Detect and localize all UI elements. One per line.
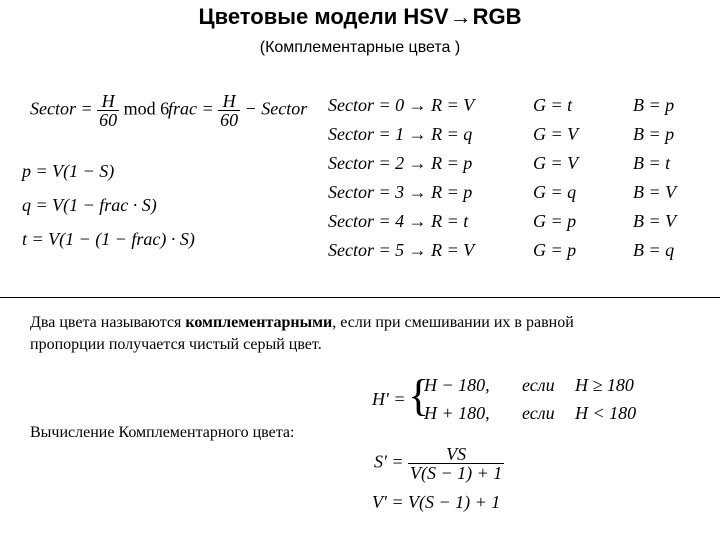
sector-g: G = V bbox=[533, 124, 579, 144]
sector-b: B = p bbox=[633, 95, 675, 115]
sector-r: Sector = 0 → R = V bbox=[328, 95, 475, 115]
sector-r: Sector = 4 → R = t bbox=[328, 211, 469, 231]
q-formula: q = V(1 − frac · S) bbox=[22, 195, 157, 215]
sector-num: H bbox=[97, 92, 119, 111]
sector-den: 60 bbox=[99, 110, 118, 130]
sector-fraction bbox=[97, 92, 119, 129]
sector-b: B = p bbox=[633, 124, 675, 144]
s-prime-fraction bbox=[408, 445, 504, 482]
sector-r: Sector = 1 → R = q bbox=[328, 124, 473, 144]
definition-text-before: Два цвета называются bbox=[30, 314, 186, 331]
sector-g: G = V bbox=[533, 153, 579, 173]
section-divider bbox=[0, 297, 720, 298]
sector-b: B = t bbox=[633, 153, 671, 173]
definition-text-after: , если при смешивании их в равной bbox=[332, 314, 574, 331]
title-right: RGB bbox=[472, 4, 522, 29]
page-title bbox=[0, 4, 720, 30]
frac-den: 60 bbox=[220, 110, 239, 130]
sector-r: Sector = 5 → R = V bbox=[328, 240, 475, 260]
sector-lhs: Sector = bbox=[30, 98, 93, 119]
h-prime-lhs: H' = bbox=[372, 389, 406, 409]
frac-rhs: − Sector bbox=[244, 98, 308, 119]
sector-g: G = q bbox=[533, 182, 577, 202]
sector-g: G = p bbox=[533, 240, 577, 260]
h-cond-2: H < 180 bbox=[575, 403, 637, 423]
sector-g: G = p bbox=[533, 211, 577, 231]
frac-fraction bbox=[218, 92, 240, 129]
s-prime-num: VS bbox=[408, 445, 504, 464]
frac-lhs: frac = bbox=[168, 98, 214, 119]
s-prime-den: V(S − 1) + 1 bbox=[410, 463, 503, 483]
complement-label: Вычисление Комплементарного цвета: bbox=[30, 424, 295, 441]
frac-num: H bbox=[218, 92, 240, 111]
sector-b: B = q bbox=[633, 240, 675, 260]
h-case-2: H + 180, bbox=[424, 403, 490, 423]
sector-formula bbox=[30, 92, 169, 129]
sector-r: Sector = 2 → R = p bbox=[328, 153, 473, 173]
h-cond-2-word: если bbox=[522, 403, 555, 423]
p-formula: p = V(1 − S) bbox=[22, 161, 115, 181]
v-prime-formula: V' = V(S − 1) + 1 bbox=[372, 492, 501, 512]
sector-b: B = V bbox=[633, 211, 677, 231]
left-brace-icon: { bbox=[408, 371, 430, 420]
sector-r: Sector = 3 → R = p bbox=[328, 182, 473, 202]
definition-line-1 bbox=[30, 312, 574, 334]
definition-bold-word: комплементарными bbox=[185, 314, 333, 331]
sector-b: B = V bbox=[633, 182, 677, 202]
h-cond-1-word: если bbox=[522, 375, 555, 395]
frac-formula bbox=[168, 92, 307, 129]
page-subtitle: (Комплементарные цвета ) bbox=[259, 39, 461, 56]
s-prime-lhs: S' = bbox=[374, 451, 404, 472]
s-prime-formula bbox=[374, 445, 504, 482]
h-cond-1: H ≥ 180 bbox=[575, 375, 634, 395]
title-left: Цветовые модели HSV bbox=[198, 4, 449, 29]
arrow-right-icon: → bbox=[449, 4, 472, 29]
definition-line-2: пропорции получается чистый серый цвет. bbox=[30, 336, 322, 353]
t-formula: t = V(1 − (1 − frac) · S) bbox=[22, 229, 195, 249]
h-case-1: H − 180, bbox=[424, 375, 490, 395]
sector-g: G = t bbox=[533, 95, 573, 115]
sector-mod: mod 6 bbox=[123, 98, 170, 119]
